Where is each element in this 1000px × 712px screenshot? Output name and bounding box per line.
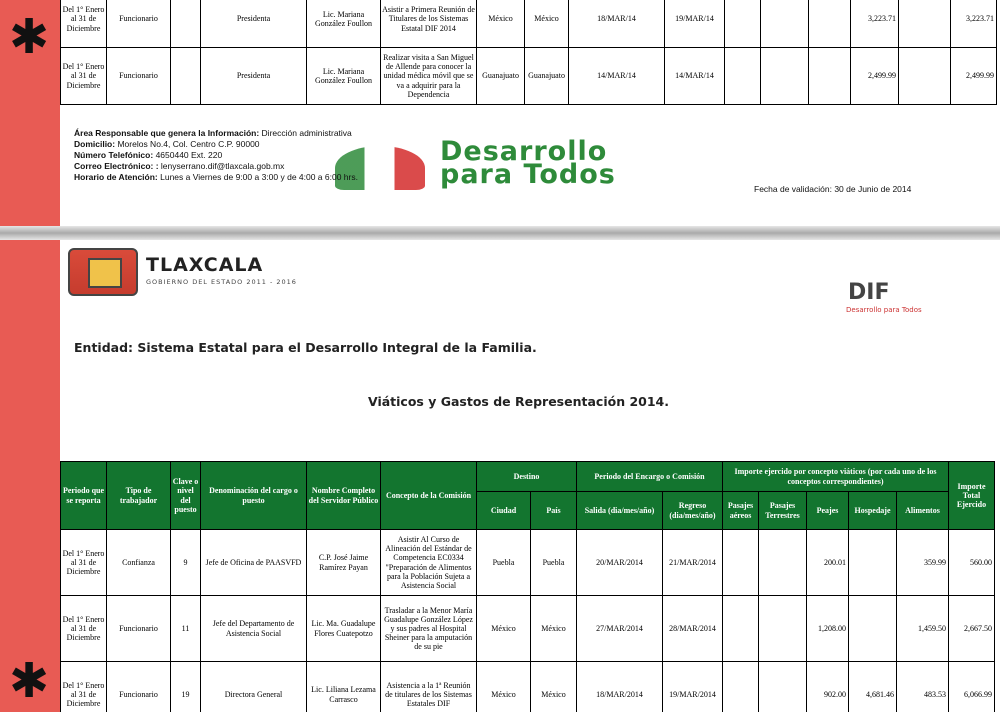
header-hospedaje: Hospedaje [849,492,897,530]
red-margin-bar [0,0,60,712]
cell-cargo: Jefe del Departamento de Asistencia Social [201,596,307,662]
cell-ciudad: México [477,596,531,662]
cell-total: 2,667.50 [949,596,995,662]
cell-ciudad: México [477,662,531,712]
document-title: Viáticos y Gastos de Representación 2014. [368,394,669,409]
table-row [61,530,995,596]
cell-pasajes-aereos [725,0,761,48]
cell-salida: 18/MAR/2014 [577,662,663,712]
table-row [61,596,995,662]
cell-salida: 14/MAR/14 [569,48,665,105]
cell-alimentos: 483.53 [897,662,949,712]
cell-cargo: Directora General [201,662,307,712]
cell-hospedaje [849,530,897,596]
cell-alimentos [899,0,951,48]
cell-clave [171,0,201,48]
cell-servidor: Lic. Liliana Lezama Carrasco [307,662,381,712]
cell-hospedaje [849,596,897,662]
cell-total: 2,499.99 [951,48,997,105]
cell-salida: 18/MAR/14 [569,0,665,48]
header-total: Importe Total Ejercido [949,462,995,530]
cell-servidor: Lic. Ma. Guadalupe Flores Cuatepotzo [307,596,381,662]
cell-alimentos: 1,459.50 [897,596,949,662]
header-alimentos: Alimentos [897,492,949,530]
cell-salida: 27/MAR/2014 [577,596,663,662]
header-destino: Destino [477,462,577,492]
cell-pasajes-aereos [725,48,761,105]
dif-logo: DIF [848,280,890,305]
validation-date: Fecha de validación: 30 de Junio de 2014 [754,184,912,194]
header-periodo: Periodo que se reporta [61,462,107,530]
cell-concepto: Trasladar a la Menor María Guadalupe González López y sus padres al Hospital Sheiner para la amputación de su pie [381,596,477,662]
cell-alimentos: 359.99 [897,530,949,596]
header-tipo: Tipo de trabajador [107,462,171,530]
cell-ciudad: Guanajuato [477,48,525,105]
state-name: TLAXCALA [146,254,264,276]
cell-hospedaje: 4,681.46 [849,662,897,712]
table-row [61,662,995,712]
cell-pais: México [531,662,577,712]
cell-peajes [809,0,851,48]
cell-pasajes-terrestres [759,596,807,662]
header-importe: Importe ejercido por concepto viáticos (por cada uno de los conceptos correspondientes) [723,462,949,492]
cell-pasajes-aereos [723,662,759,712]
cell-regreso: 14/MAR/14 [665,48,725,105]
contact-info-block: Área Responsable que genera la Información: Dirección administrativa Domicilio: Morelos No.4, Col. Centro C.P. 90000 Número Telefónico: 4650440 Ext. 220 Correo Electrónico: : lenyserrano.dif@tlaxcala.gob.mx Horario de Atención: Lunes a Viernes de 9:00 a 3:00 y de 4:00 a 6:00 hrs. [74,128,358,182]
tlaxcala-coat-of-arms-icon [68,248,138,296]
cell-salida: 20/MAR/2014 [577,530,663,596]
cell-tipo: Funcionario [107,596,171,662]
cell-pais: México [525,0,569,48]
header-pais: País [531,492,577,530]
cell-periodo: Del 1° Enero al 31 de Diciembre [61,0,107,48]
header-cargo: Denominación del cargo o puesto [201,462,307,530]
cell-periodo: Del 1° Enero al 31 de Diciembre [61,662,107,712]
cell-pasajes-terrestres [761,48,809,105]
cell-peajes: 200.01 [807,530,849,596]
cell-total: 6,066.99 [949,662,995,712]
cell-pais: Guanajuato [525,48,569,105]
cell-cargo: Jefe de Oficina de PAASVFD [201,530,307,596]
expenses-table-page-1 [60,0,997,105]
cell-pasajes-terrestres [761,0,809,48]
cell-pasajes-terrestres [759,662,807,712]
document-page-2 [60,240,1000,712]
cell-clave: 9 [171,530,201,596]
cell-peajes: 902.00 [807,662,849,712]
cell-clave [171,48,201,105]
dif-logo-subtitle: Desarrollo para Todos [846,306,922,314]
cell-pais: Puebla [531,530,577,596]
asterisk-mark-icon: ✱ [8,653,50,709]
state-subtitle: GOBIERNO DEL ESTADO 2011 - 2016 [146,278,297,286]
header-regreso: Regreso (dia/mes/año) [663,492,723,530]
header-salida: Salida (dia/mes/año) [577,492,663,530]
cell-pasajes-terrestres [759,530,807,596]
cell-periodo: Del 1° Enero al 31 de Diciembre [61,596,107,662]
cell-servidor: Lic. Mariana González Foullon [307,0,381,48]
cell-alimentos [899,48,951,105]
cell-periodo: Del 1° Enero al 31 de Diciembre [61,48,107,105]
cell-peajes: 1,208.00 [807,596,849,662]
cell-concepto: Asistencia a la 1ª Reunión de titulares de los Sistemas Estatales DIF [381,662,477,712]
cell-concepto: Asistir a Primera Reunión de Titulares de los Sistemas Estatal DIF 2014 [381,0,477,48]
cell-tipo: Funcionario [107,662,171,712]
cell-total: 560.00 [949,530,995,596]
cell-tipo: Confianza [107,530,171,596]
header-clave: Clave o nivel del puesto [171,462,201,530]
cell-pasajes-aereos [723,596,759,662]
cell-regreso: 21/MAR/2014 [663,530,723,596]
cell-concepto: Asistir Al Curso de Alineación del Estándar de Competencia EC0334 "Preparación de Alimentos para la Población Sujeta a Asistencia Social [381,530,477,596]
cell-tipo: Funcionario [107,0,171,48]
cell-concepto: Realizar visita a San Miguel de Allende para conocer la unidad médica móvil que se va a adquirir para la Dependencia [381,48,477,105]
header-ciudad: Ciudad [477,492,531,530]
cell-total: 3,223.71 [951,0,997,48]
cell-hospedaje: 3,223.71 [851,0,899,48]
header-peajes: Peajes [807,492,849,530]
cell-regreso: 19/MAR/2014 [663,662,723,712]
page-divider [0,226,1000,240]
cell-ciudad: México [477,0,525,48]
expenses-table-page-2 [60,461,995,712]
cell-regreso: 19/MAR/14 [665,0,725,48]
cell-servidor: Lic. Mariana González Foullon [307,48,381,105]
document-page-1 [60,0,1000,226]
cell-regreso: 28/MAR/2014 [663,596,723,662]
cell-cargo: Presidenta [201,0,307,48]
cell-hospedaje: 2,499.99 [851,48,899,105]
cell-pais: México [531,596,577,662]
cell-tipo: Funcionario [107,48,171,105]
header-pasajes-aereos: Pasajes aéreos [723,492,759,530]
cell-servidor: C.P. José Jaime Ramírez Payan [307,530,381,596]
cell-cargo: Presidenta [201,48,307,105]
header-concepto: Concepto de la Comisión [381,462,477,530]
cell-clave: 19 [171,662,201,712]
table-row [61,0,997,48]
cell-peajes [809,48,851,105]
cell-pasajes-aereos [723,530,759,596]
table-row [61,48,997,105]
cell-clave: 11 [171,596,201,662]
entity-heading: Entidad: Sistema Estatal para el Desarrollo Integral de la Familia. [74,340,537,355]
header-servidor: Nombre Completo del Servidor Público [307,462,381,530]
header-pasajes-terrestres: Pasajes Terrestres [759,492,807,530]
cell-ciudad: Puebla [477,530,531,596]
cell-periodo: Del 1° Enero al 31 de Diciembre [61,530,107,596]
asterisk-mark-icon: ✱ [8,9,50,65]
desarrollo-para-todos-logo: Desarrollo para Todos [440,136,616,190]
header-periodo-encargo: Periodo del Encargo o Comisión [577,462,723,492]
